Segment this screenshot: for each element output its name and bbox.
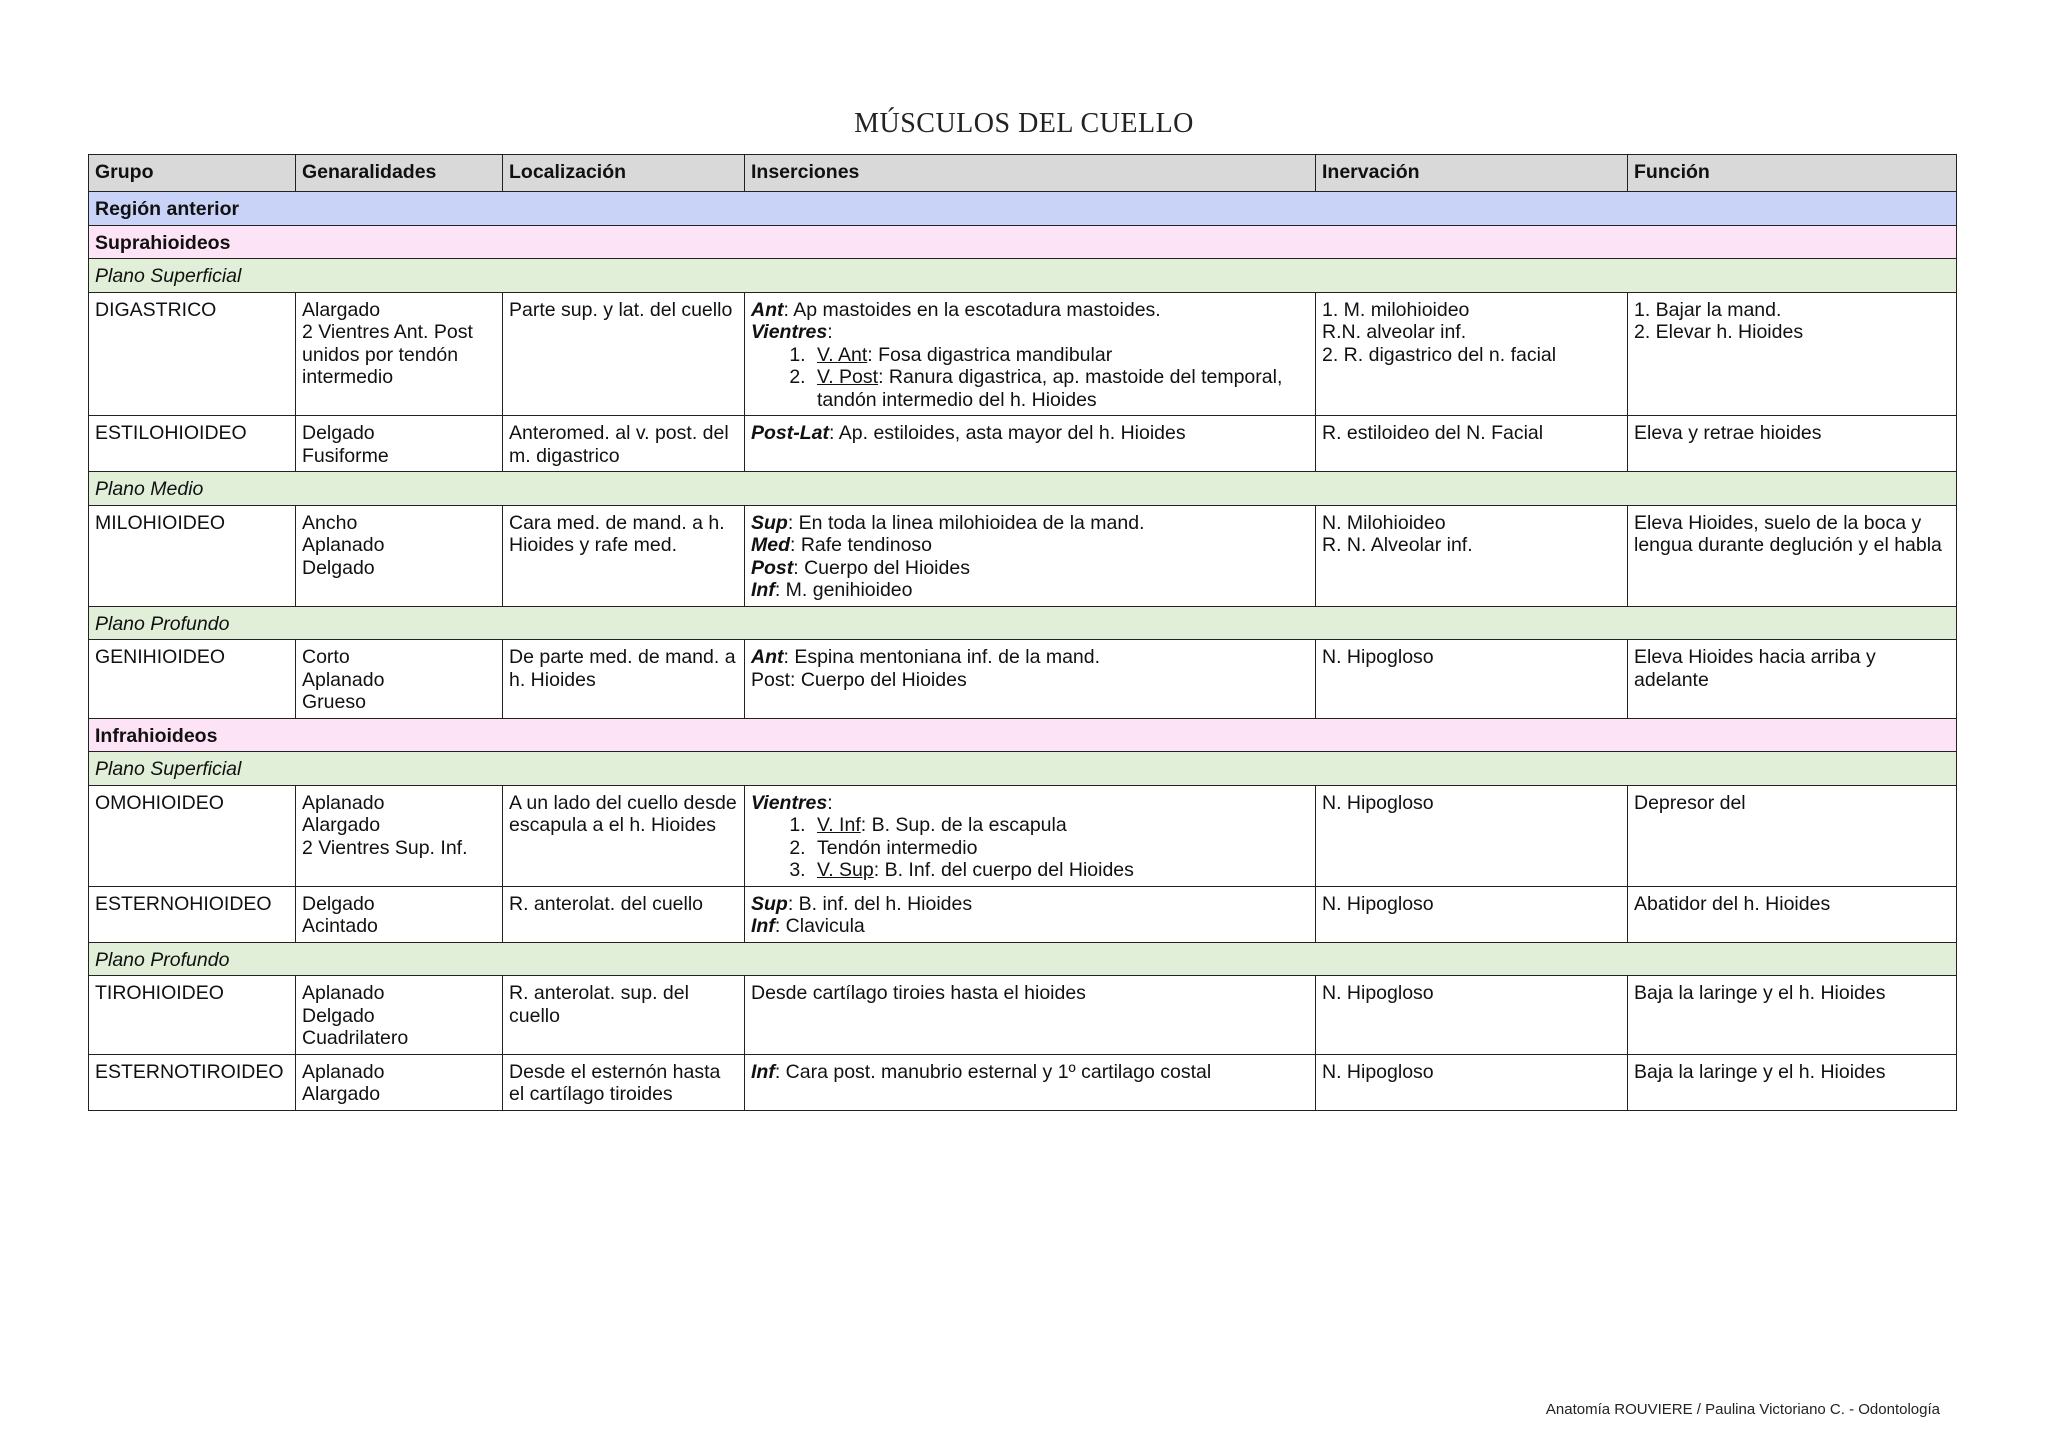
ins-sub-label: V. Post xyxy=(817,366,879,388)
ins-sublist xyxy=(751,344,1309,412)
ins-sub-text: : B. Inf. del cuerpo del Hioides xyxy=(873,859,1134,881)
gen-line: 2 Vientres Sup. Inf. xyxy=(302,836,468,859)
header-localizacion: Localización xyxy=(503,155,745,192)
list-item xyxy=(811,344,1309,367)
plane-medio: Plano Medio xyxy=(89,472,1957,506)
localizacion-cell: A un lado del cuello desde escapula a el h. Hioides xyxy=(503,785,745,886)
localizacion-cell: Anteromed. al v. post. del m. digastrico xyxy=(503,416,745,472)
ins-text: : Cuerpo del Hioides xyxy=(793,556,970,579)
localizacion-cell: Parte sup. y lat. del cuello xyxy=(503,292,745,416)
gen-line: 2 Vientres Ant. Post unidos por tendón intermedio xyxy=(302,321,473,388)
funcion-cell: Baja la laringe y el h. Hioides xyxy=(1628,1054,1957,1110)
ins-label: Med xyxy=(751,534,790,556)
generalidades-cell xyxy=(296,640,503,719)
muscle-name: ESTERNOTIROIDEO xyxy=(89,1054,296,1110)
ins-sub-text: : Ranura digastrica, ap. mastoide del temporal, tandón intermedio del h. Hioides xyxy=(817,366,1283,411)
ins-text: : Ap. estiloides, asta mayor del h. Hioides xyxy=(829,422,1186,444)
generalidades-cell xyxy=(296,886,503,942)
ins-label: Post-Lat xyxy=(751,422,829,444)
ins-text: : xyxy=(827,791,833,814)
plane-row xyxy=(89,259,1957,293)
header-row xyxy=(89,155,1957,192)
ins-line xyxy=(751,299,1309,322)
ins-sub-text: : Fosa digastrica mandibular xyxy=(867,343,1113,366)
table-row xyxy=(89,1054,1957,1110)
inerv-line: 2. R. digastrico del n. facial xyxy=(1322,343,1557,366)
table-row xyxy=(89,785,1957,886)
ins-label: Vientres xyxy=(751,321,828,343)
inserciones-cell xyxy=(745,640,1316,719)
gen-line: Delgado xyxy=(302,1004,375,1027)
gen-line: Delgado xyxy=(302,556,375,579)
group-row xyxy=(89,225,1957,259)
table-row xyxy=(89,640,1957,719)
ins-line xyxy=(751,646,1309,669)
plane-row xyxy=(89,942,1957,976)
gen-line: Fusiforme xyxy=(302,444,389,467)
table-row xyxy=(89,976,1957,1055)
ins-line xyxy=(751,321,1309,344)
gen-line: Alargado xyxy=(302,1083,381,1105)
plane-profundo: Plano Profundo xyxy=(89,606,1957,640)
plane-superficial: Plano Superficial xyxy=(89,752,1957,786)
inervacion-cell xyxy=(1316,505,1628,606)
ins-line xyxy=(751,579,1309,602)
funcion-cell xyxy=(1628,292,1957,416)
ins-sublist xyxy=(751,814,1309,882)
ins-line: Post: Cuerpo del Hioides xyxy=(751,668,967,691)
inervacion-cell: N. Hipogloso xyxy=(1316,640,1628,719)
region-label: Región anterior xyxy=(89,192,1957,226)
ins-label: Inf xyxy=(751,1060,775,1083)
inserciones-cell: Desde cartílago tiroies hasta el hioides xyxy=(745,976,1316,1055)
localizacion-cell: Desde el esternón hasta el cartílago tiroides xyxy=(503,1054,745,1110)
header-inserciones: Inserciones xyxy=(745,155,1316,192)
generalidades-cell xyxy=(296,785,503,886)
list-item xyxy=(811,859,1309,882)
ins-text: : M. genihioideo xyxy=(774,579,913,601)
group-infrahioideos: Infrahioideos xyxy=(89,718,1957,752)
ins-sub-text: Tendón intermedio xyxy=(817,836,978,859)
ins-sub-text: : B. Sup. de la escapula xyxy=(860,814,1067,836)
gen-line: Ancho xyxy=(302,511,358,534)
inserciones-cell xyxy=(745,292,1316,416)
funcion-cell: Eleva Hioides, suelo de la boca y lengua durante deglución y el habla xyxy=(1628,505,1957,606)
inerv-line: 1. M. milohioideo xyxy=(1322,298,1470,321)
ins-label: Ant xyxy=(751,646,784,668)
inervacion-cell xyxy=(1316,292,1628,416)
header-grupo: Grupo xyxy=(89,155,296,192)
inerv-line: R.N. alveolar inf. xyxy=(1322,321,1467,343)
ins-label: Ant xyxy=(751,298,784,321)
footer-credit: Anatomía ROUVIERE / Paulina Victoriano C. - Odontología xyxy=(1545,1401,1940,1418)
localizacion-cell: De parte med. de mand. a h. Hioides xyxy=(503,640,745,719)
list-item xyxy=(811,814,1309,837)
ins-line xyxy=(751,557,1309,580)
gen-line: Aplanado xyxy=(302,791,385,814)
table-row xyxy=(89,886,1957,942)
gen-line: Delgado xyxy=(302,892,375,915)
muscle-name: GENIHIOIDEO xyxy=(89,640,296,719)
group-suprahioideos: Suprahioideos xyxy=(89,225,1957,259)
ins-label: Sup xyxy=(751,892,788,915)
list-item xyxy=(811,366,1309,411)
generalidades-cell xyxy=(296,1054,503,1110)
muscles-table xyxy=(88,154,1957,1111)
ins-line xyxy=(751,512,1309,535)
gen-line: Alargado xyxy=(302,814,381,836)
inserciones-cell xyxy=(745,1054,1316,1110)
ins-sub-label: V. Inf xyxy=(817,814,861,836)
generalidades-cell xyxy=(296,292,503,416)
ins-text: : B. inf. del h. Hioides xyxy=(787,892,973,915)
plane-superficial: Plano Superficial xyxy=(89,259,1957,293)
localizacion-cell: R. anterolat. sup. del cuello xyxy=(503,976,745,1055)
muscle-name: ESTILOHIOIDEO xyxy=(89,416,296,472)
gen-line: Acintado xyxy=(302,915,378,937)
localizacion-cell: Cara med. de mand. a h. Hioides y rafe med. xyxy=(503,505,745,606)
plane-row xyxy=(89,752,1957,786)
funcion-cell: Baja la laringe y el h. Hioides xyxy=(1628,976,1957,1055)
group-row xyxy=(89,718,1957,752)
funcion-cell: Eleva y retrae hioides xyxy=(1628,416,1957,472)
ins-line xyxy=(751,915,1309,938)
table-row xyxy=(89,505,1957,606)
inervacion-cell: R. estiloideo del N. Facial xyxy=(1316,416,1628,472)
muscle-name: OMOHIOIDEO xyxy=(89,785,296,886)
funcion-cell: Eleva Hioides hacia arriba y adelante xyxy=(1628,640,1957,719)
func-line: 2. Elevar h. Hioides xyxy=(1634,321,1804,343)
funcion-cell: Abatidor del h. Hioides xyxy=(1628,886,1957,942)
gen-line: Cuadrilatero xyxy=(302,1027,409,1049)
ins-line xyxy=(751,893,1309,916)
ins-text: : xyxy=(827,321,833,343)
header-inervacion: Inervación xyxy=(1316,155,1628,192)
plane-row xyxy=(89,606,1957,640)
generalidades-cell xyxy=(296,976,503,1055)
ins-text: : Rafe tendinoso xyxy=(790,534,933,556)
gen-line: Grueso xyxy=(302,691,366,713)
ins-text: : Cara post. manubrio esternal y 1º cartilago costal xyxy=(774,1060,1212,1083)
localizacion-cell: R. anterolat. del cuello xyxy=(503,886,745,942)
ins-text: : Ap mastoides en la escotadura mastoides. xyxy=(783,298,1161,321)
gen-line: Aplanado xyxy=(302,668,385,691)
inserciones-cell xyxy=(745,505,1316,606)
plane-row xyxy=(89,472,1957,506)
header-funcion: Función xyxy=(1628,155,1957,192)
ins-label: Post xyxy=(751,556,794,579)
gen-line: Delgado xyxy=(302,422,375,444)
inserciones-cell xyxy=(745,886,1316,942)
gen-line: Aplanado xyxy=(302,1060,385,1083)
generalidades-cell xyxy=(296,505,503,606)
ins-label: Sup xyxy=(751,511,788,534)
list-item xyxy=(811,837,1309,860)
ins-line xyxy=(751,792,1309,815)
ins-sub-label: V. Ant xyxy=(817,343,868,366)
page-title: MÚSCULOS DEL CUELLO xyxy=(854,108,1194,139)
inerv-line: R. N. Alveolar inf. xyxy=(1322,534,1473,556)
inerv-line: N. Milohioideo xyxy=(1322,511,1446,534)
ins-text: : Espina mentoniana inf. de la mand. xyxy=(783,646,1101,668)
ins-label: Vientres xyxy=(751,791,828,814)
ins-line xyxy=(751,1061,1309,1084)
func-line: 1. Bajar la mand. xyxy=(1634,298,1782,321)
inserciones-cell xyxy=(745,416,1316,472)
ins-label: Inf xyxy=(751,579,775,601)
ins-sub-label: V. Sup xyxy=(817,859,874,881)
muscle-name: TIROHIOIDEO xyxy=(89,976,296,1055)
muscle-name: ESTERNOHIOIDEO xyxy=(89,886,296,942)
table-row xyxy=(89,416,1957,472)
gen-line: Aplanado xyxy=(302,534,385,556)
funcion-cell: Depresor del xyxy=(1628,785,1957,886)
ins-text: : En toda la linea milohioidea de la mand. xyxy=(787,511,1145,534)
ins-label: Inf xyxy=(751,915,775,937)
muscle-name: MILOHIOIDEO xyxy=(89,505,296,606)
inervacion-cell: N. Hipogloso xyxy=(1316,886,1628,942)
inervacion-cell: N. Hipogloso xyxy=(1316,976,1628,1055)
inervacion-cell: N. Hipogloso xyxy=(1316,1054,1628,1110)
generalidades-cell xyxy=(296,416,503,472)
ins-line xyxy=(751,422,1309,445)
inervacion-cell: N. Hipogloso xyxy=(1316,785,1628,886)
region-row xyxy=(89,192,1957,226)
gen-line: Alargado xyxy=(302,298,381,321)
ins-line xyxy=(751,534,1309,557)
gen-line: Aplanado xyxy=(302,982,385,1004)
muscle-name: DIGASTRICO xyxy=(89,292,296,416)
ins-text: : Clavicula xyxy=(774,915,865,937)
gen-line: Corto xyxy=(302,646,350,668)
table-row xyxy=(89,292,1957,416)
plane-profundo: Plano Profundo xyxy=(89,942,1957,976)
inserciones-cell xyxy=(745,785,1316,886)
header-generalidades: Genaralidades xyxy=(296,155,503,192)
